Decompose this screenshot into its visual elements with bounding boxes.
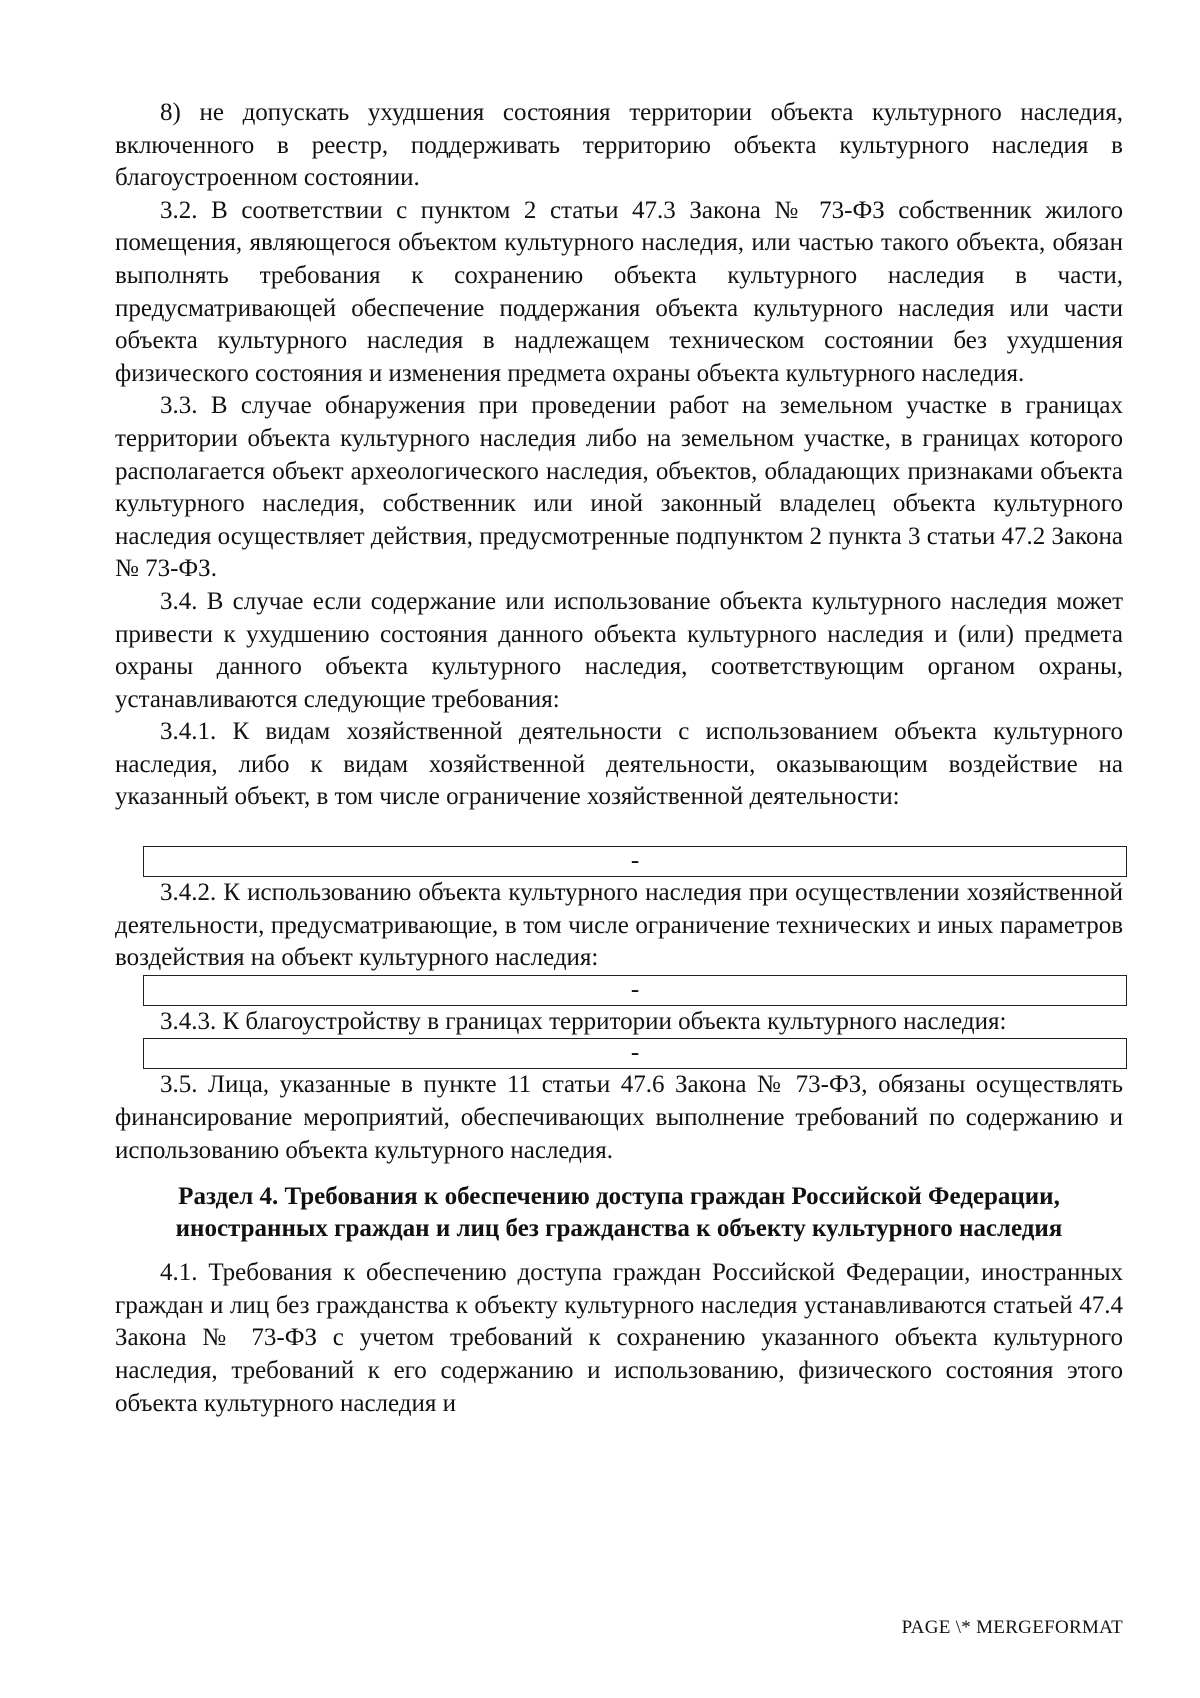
- page-number-field: PAGE \* MERGEFORMAT: [901, 1617, 1123, 1638]
- table-cell-3-4-1: -: [143, 846, 1127, 877]
- section-4-heading: Раздел 4. Требования к обеспечению доступа граждан Российской Федерации, иностранных граждан и лиц без гражданства к объекту культурного наследия: [175, 1183, 1063, 1243]
- document-page: [115, 97, 1123, 1420]
- table-cell-3-4-3: -: [143, 1038, 1127, 1069]
- paragraph-3-4-1: 3.4.1. К видам хозяйственной деятельности с использованием объекта культурного наследия, либо к видам хозяйственной деятельности, оказывающим воздействие на указанный объект, в том числе ограничение хозяйственной деятельности:: [115, 718, 1123, 811]
- paragraph-3-4-2: 3.4.2. К использованию объекта культурного наследия при осуществлении хозяйственной деятельности, предусматривающие, в том числе ограничение технических и иных параметров воздействия на объект культурного наследия:: [115, 879, 1123, 972]
- paragraph-3-4: 3.4. В случае если содержание или использование объекта культурного наследия может привести к ухудшению состояния данного объекта культурного наследия и (или) предмета охраны данного объекта культурного наследия, соответствующим органом охраны, устанавливаются следующие требования:: [115, 587, 1123, 713]
- paragraph-3-5: 3.5. Лица, указанные в пункте 11 статьи 47.6 Закона № 73-ФЗ, обязаны осуществлять финансирование мероприятий, обеспечивающих выполнение требований по содержанию и использованию объекта культурного наследия.: [115, 1071, 1123, 1164]
- paragraph-item-8: 8) не допускать ухудшения состояния территории объекта культурного наследия, включенного в реестр, поддерживать территорию объекта культурного наследия в благоустроенном состоянии.: [115, 99, 1123, 192]
- table-cell-3-4-2: -: [143, 975, 1127, 1006]
- paragraph-4-1: 4.1. Требования к обеспечению доступа граждан Российской Федерации, иностранных граждан и лиц без гражданства к объекту культурного наследия устанавливаются статьей 47.4 Закона № 73-ФЗ с учетом требований к сохранению указанного объекта культурного наследия, требований к его содержанию и использованию, физического состояния этого объекта культурного наследия и: [115, 1259, 1123, 1417]
- blank-line: [115, 814, 1123, 846]
- paragraph-3-2: 3.2. В соответствии с пунктом 2 статьи 47.3 Закона № 73-ФЗ собственник жилого помещения, являющегося объектом культурного наследия, или частью такого объекта, обязан выполнять требования к сохранению объекта культурного наследия в части, предусматривающей обеспечение поддержания объекта культурного наследия или части объекта культурного наследия в надлежащем техническом состоянии без ухудшения физического состояния и изменения предмета охраны объекта культурного наследия.: [115, 196, 1123, 387]
- paragraph-3-3: 3.3. В случае обнаружения при проведении работ на земельном участке в границах территории объекта культурного наследия либо на земельном участке, в границах которого располагается объект археологического наследия, объектов, обладающих признаками объекта культурного наследия, собственник или иной законный владелец объекта культурного наследия осуществляет действия, предусмотренные подпунктом 2 пункта 3 статьи 47.2 Закона № 73-ФЗ.: [115, 392, 1123, 583]
- paragraph-3-4-3: 3.4.3. К благоустройству в границах территории объекта культурного наследия:: [160, 1007, 1007, 1035]
